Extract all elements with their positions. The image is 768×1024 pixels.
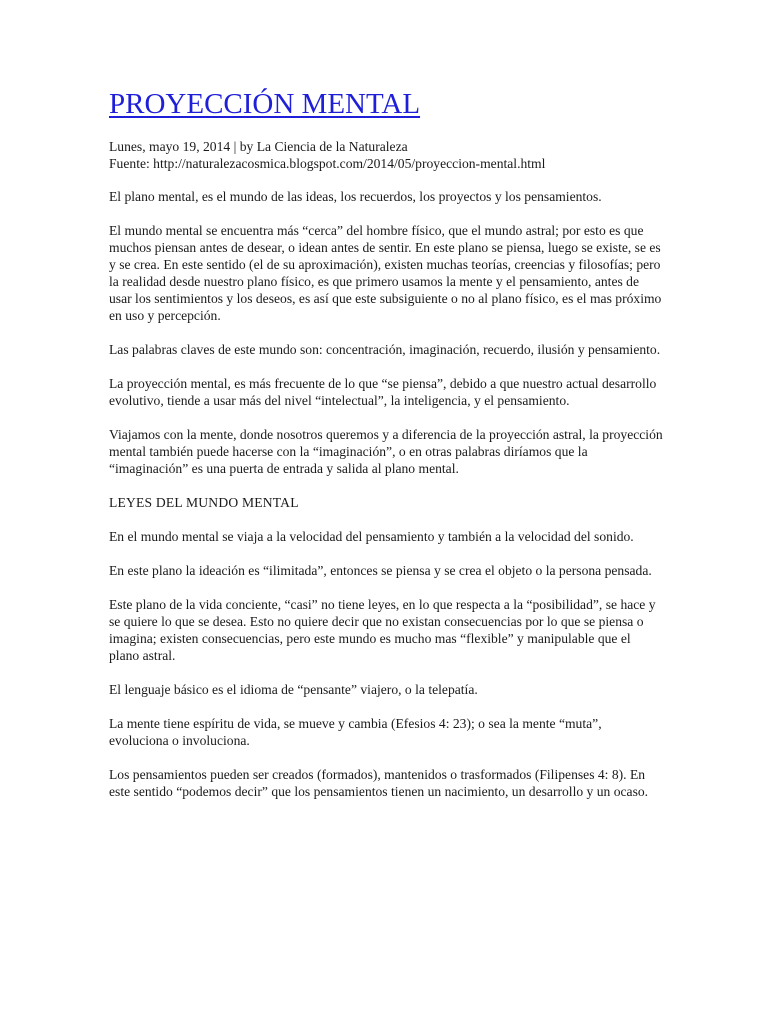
paragraph: En el mundo mental se viaja a la velocidad del pensamiento y también a la velocidad del sonido. — [109, 529, 634, 544]
paragraph: Las palabras claves de este mundo son: concentración, imaginación, recuerdo, ilusión y pensamiento. — [109, 342, 661, 357]
page-title[interactable]: PROYECCIÓN MENTAL — [109, 88, 421, 120]
source-line: Fuente: http://naturalezacosmica.blogspot.com/2014/05/proyeccion-mental.html — [109, 156, 546, 171]
paragraph: Los pensamientos pueden ser creados (formados), mantenidos o trasformados (Filipenses 4: 8). En este sentido “podemos decir” que los pensamientos tienen un nacimiento, un desarrollo y un ocaso. — [109, 767, 649, 799]
paragraph: El plano mental, es el mundo de las ideas, los recuerdos, los proyectos y los pensamientos. — [109, 189, 602, 204]
byline: Lunes, mayo 19, 2014 | by La Ciencia de la Naturaleza — [109, 139, 408, 154]
document-page — [109, 86, 664, 817]
article-meta — [109, 138, 664, 172]
paragraph: El mundo mental se encuentra más “cerca” del hombre físico, que el mundo astral; por esto es que muchos piensan antes de desear, o idean antes de sentir. En este plano se piensa, luego se existe, se es y se crea. En este sentido (el de su aproximación), existen muchas teorías, creencias y filosofías; pero la realidad desde nuestro plano físico, es que primero usamos la mente y el pensamiento, antes de usar los sentimientos y los deseos, es así que este subsiguiente o no al plano físico, es el mas próximo en uso y percepción. — [109, 223, 662, 323]
paragraph: Este plano de la vida conciente, “casi” no tiene leyes, en lo que respecta a la “posibilidad”, se hace y se quiere lo que se desea. Esto no quiere decir que no existan consecuencias por lo que se piensa o imagina; existen consecuencias, pero este mundo es mucho mas “flexible” y manipulable que el plano astral. — [109, 597, 656, 663]
paragraph: El lenguaje básico es el idioma de “pensante” viajero, o la telepatía. — [109, 682, 478, 697]
paragraph: En este plano la ideación es “ilimitada”, entonces se piensa y se crea el objeto o la persona pensada. — [109, 563, 652, 578]
paragraph: La proyección mental, es más frecuente de lo que “se piensa”, debido a que nuestro actual desarrollo evolutivo, tiende a usar más del nivel “intelectual”, la inteligencia, y el pensamiento. — [109, 376, 657, 408]
section-heading: LEYES DEL MUNDO MENTAL — [109, 495, 299, 510]
paragraph: Viajamos con la mente, donde nosotros queremos y a diferencia de la proyección astral, la proyección mental también puede hacerse con la “imaginación”, o en otras palabras diríamos que la “imaginación” es una puerta de entrada y salida al plano mental. — [109, 427, 663, 476]
paragraph: La mente tiene espíritu de vida, se mueve y cambia (Efesios 4: 23); o sea la mente “muta”, evoluciona o involuciona. — [109, 716, 602, 748]
